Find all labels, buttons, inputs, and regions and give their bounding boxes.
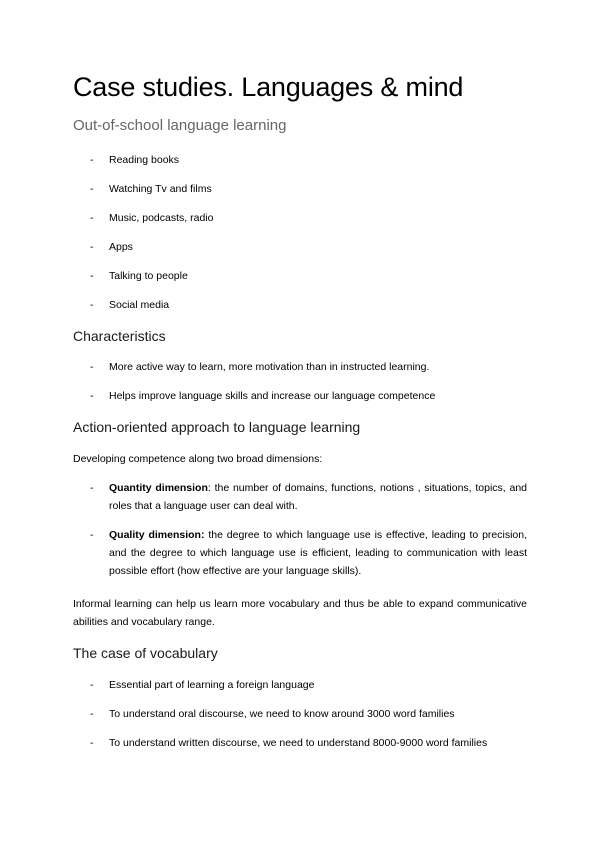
section-heading-vocabulary: The case of vocabulary [73,645,218,661]
list-item: - Watching Tv and films [90,183,212,195]
list-item: - Apps [90,241,133,253]
list-item: - To understand written discourse, we need to understand 8000-9000 word families [90,737,488,749]
action-oriented-intro: Developing competence along two broad dimensions: [73,453,323,465]
out-of-school-list [73,151,527,325]
list-item: - Quantity dimension: the number of domains, functions, notions , situations, topics, and roles that a language user can deal with. [90,482,527,512]
section-heading-action-oriented: Action-oriented approach to language learning [73,419,361,435]
list-item: - To understand oral discourse, we need to know around 3000 word families [90,708,455,720]
vocabulary-list [73,676,527,763]
list-item: - Social media [90,299,170,311]
list-item: - Quality dimension: the degree to which language use is effective, leading to precision, and the degree to which language use is efficient, leading to communication with least possible effort (how effective are your language skills). [90,529,528,577]
dimension-term: Quantity dimension [109,482,208,494]
dimension-term: Quality dimension: [109,529,205,541]
list-item: - Helps improve language skills and increase our language competence [90,390,436,402]
list-item: - Reading books [90,154,180,166]
section-heading-out-of-school: Out-of-school language learning [73,117,287,134]
action-oriented-closing: Informal learning can help us learn more vocabulary and thus be able to expand communicative abilities and vocabulary range. [73,598,527,628]
list-item: - More active way to learn, more motivation than in instructed learning. [90,361,430,373]
list-item: - Music, podcasts, radio [90,212,214,224]
list-item: - Talking to people [90,270,188,282]
section-heading-characteristics: Characteristics [73,328,166,344]
document-title: Case studies. Languages & mind [73,72,464,102]
characteristics-list [73,358,527,416]
dimensions-list [73,479,527,591]
list-item: - Essential part of learning a foreign language [90,679,315,691]
